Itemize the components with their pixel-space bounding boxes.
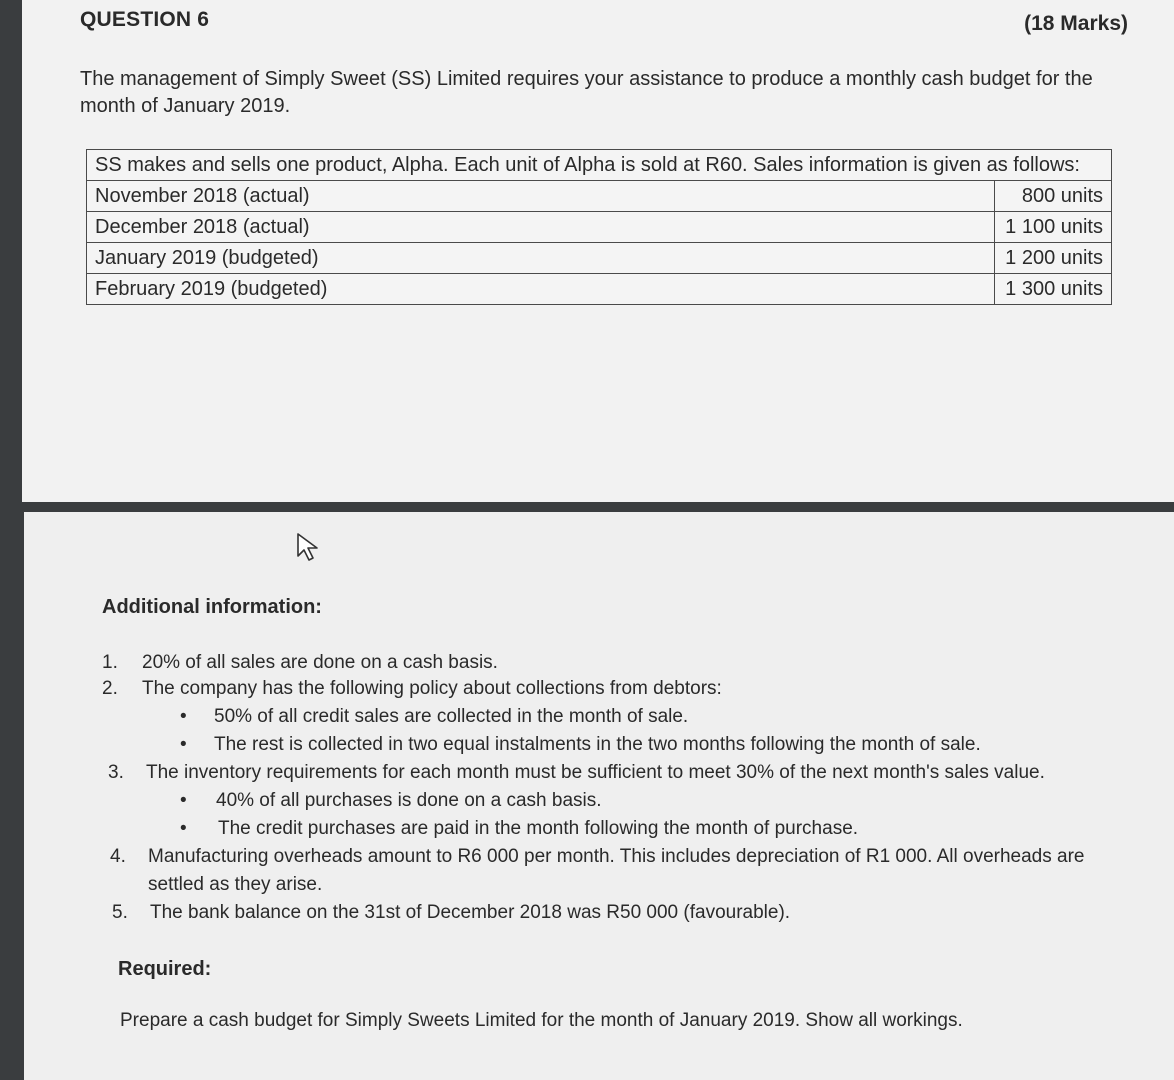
- item-text: 40% of all purchases is done on a cash basis.: [216, 790, 602, 811]
- bullet-icon: •: [180, 734, 187, 755]
- mouse-pointer-icon: [296, 532, 322, 562]
- row-value: 1 300 units: [995, 274, 1112, 305]
- table-row: [87, 181, 1112, 212]
- question-intro: The management of Simply Sweet (SS) Limited requires your assistance to produce a monthly cash budget for the month of January 2019.: [80, 68, 1093, 117]
- item-number: 2.: [102, 678, 118, 699]
- list-item: [110, 846, 1085, 868]
- list-item: [102, 734, 981, 756]
- row-value: 800 units: [995, 181, 1112, 212]
- list-item: [108, 762, 1045, 784]
- list-item: [102, 652, 498, 674]
- item-number: 5.: [112, 902, 128, 923]
- row-label: January 2019 (budgeted): [87, 243, 995, 274]
- item-text: The inventory requirements for each month must be sufficient to meet 30% of the next month's sales value.: [146, 762, 1045, 783]
- list-item: [112, 902, 790, 924]
- table-row: [87, 274, 1112, 305]
- required-text: Prepare a cash budget for Simply Sweets Limited for the month of January 2019. Show all workings.: [120, 1010, 963, 1031]
- item-text: 50% of all credit sales are collected in the month of sale.: [214, 706, 689, 727]
- item-number: 3.: [108, 762, 124, 783]
- table-row: [87, 243, 1112, 274]
- item-text: 20% of all sales are done on a cash basis.: [142, 652, 498, 673]
- question-page-top: [22, 0, 1174, 502]
- list-item: [102, 818, 858, 840]
- list-item: [102, 790, 602, 812]
- additional-info-heading: Additional information:: [102, 596, 322, 618]
- row-value: 1 100 units: [995, 212, 1112, 243]
- question-page-bottom: [24, 512, 1174, 1080]
- bullet-icon: •: [180, 818, 187, 839]
- item-number: 4.: [110, 846, 126, 867]
- bullet-icon: •: [180, 790, 187, 811]
- row-label: December 2018 (actual): [87, 212, 995, 243]
- row-value: 1 200 units: [995, 243, 1112, 274]
- item-number: 1.: [102, 652, 118, 673]
- table-row: [87, 212, 1112, 243]
- table-header: SS makes and sells one product, Alpha. Each unit of Alpha is sold at R60. Sales information is given as follows:: [87, 150, 1112, 181]
- item-text: The rest is collected in two equal instalments in the two months following the month of sale.: [214, 734, 981, 755]
- question-marks: (18 Marks): [1024, 12, 1128, 35]
- bullet-icon: •: [180, 706, 187, 727]
- item-text: Manufacturing overheads amount to R6 000 per month. This includes depreciation of R1 000. All overheads are: [148, 846, 1085, 867]
- item-text: The credit purchases are paid in the month following the month of purchase.: [218, 818, 859, 839]
- item-text: settled as they arise.: [148, 874, 323, 895]
- question-title: QUESTION 6: [80, 8, 210, 31]
- list-item: [102, 678, 722, 700]
- row-label: February 2019 (budgeted): [87, 274, 995, 305]
- sales-information-table: [86, 149, 1112, 305]
- list-item-continuation: [110, 874, 322, 896]
- required-heading: Required:: [118, 958, 212, 980]
- table-header-row: [87, 150, 1112, 181]
- row-label: November 2018 (actual): [87, 181, 995, 212]
- item-text: The bank balance on the 31st of December 2018 was R50 000 (favourable).: [150, 902, 791, 923]
- item-text: The company has the following policy about collections from debtors:: [142, 678, 722, 699]
- list-item: [102, 706, 688, 728]
